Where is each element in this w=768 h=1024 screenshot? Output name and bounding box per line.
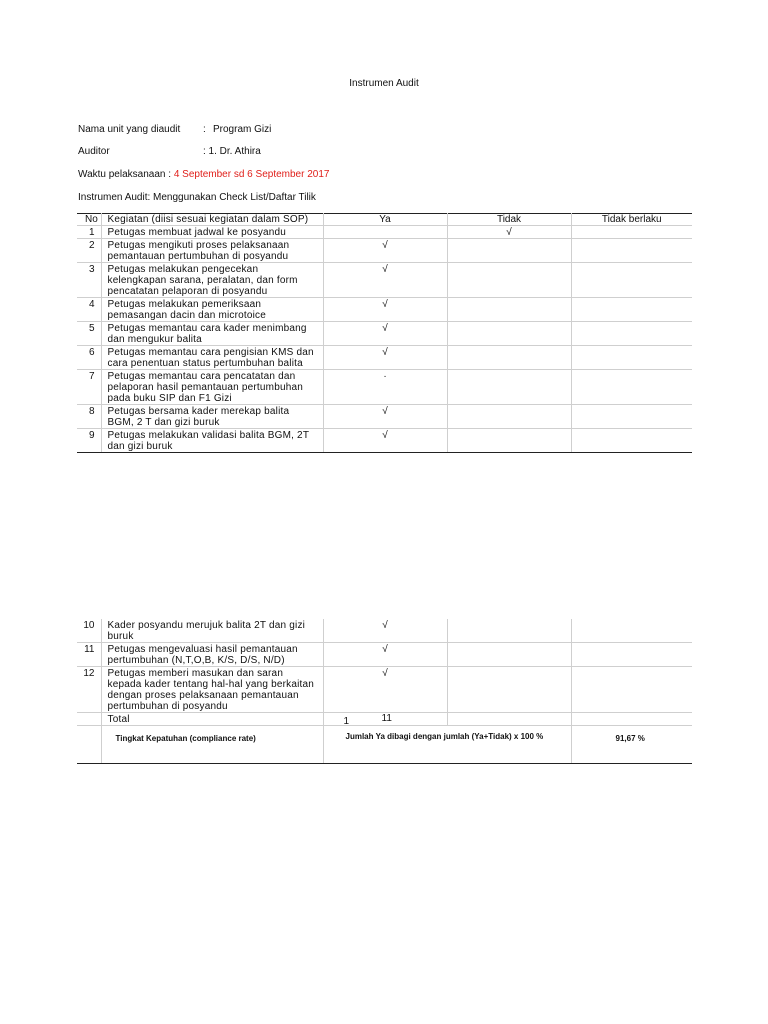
row-tidak-berlaku <box>571 619 692 643</box>
total-tidak-mark: 1 <box>343 716 350 727</box>
row-ya: √ <box>323 239 447 263</box>
row-tidak-berlaku <box>571 370 692 405</box>
row-ya: √ <box>323 298 447 322</box>
row-kegiatan <box>101 667 323 713</box>
kegiatan-line: Petugas melakukan pengecekan <box>107 264 259 275</box>
kegiatan-line: buruk <box>107 631 134 642</box>
row-kegiatan <box>101 370 323 405</box>
row-tidak-berlaku <box>571 298 692 322</box>
row-tidak <box>447 370 571 405</box>
kegiatan-line: Petugas melakukan pemeriksaan <box>107 299 262 310</box>
row-number: 11 <box>77 643 101 667</box>
row-number: 6 <box>77 346 101 370</box>
kegiatan-line: Petugas mengevaluasi hasil pemantauan <box>107 644 298 655</box>
kegiatan-line: dan mengukur balita <box>107 334 202 345</box>
row-tidak-berlaku <box>571 239 692 263</box>
total-ya-value: 11 <box>381 713 392 724</box>
document-title: Instrumen Audit <box>349 78 419 89</box>
compliance-value: 91,67 % <box>571 726 692 764</box>
row-ya: √ <box>323 263 447 298</box>
auditor-label: Auditor <box>78 146 110 157</box>
table-row <box>77 346 692 370</box>
kegiatan-line: pemasangan dacin dan microtoice <box>107 310 267 321</box>
table-row <box>77 226 692 239</box>
kegiatan-line: Kader posyandu merujuk balita 2T dan gizi <box>107 620 306 631</box>
table-row <box>77 643 692 667</box>
table-row <box>77 667 692 713</box>
auditor-value: : 1. Dr. Athira <box>203 146 261 157</box>
row-tidak-berlaku <box>571 643 692 667</box>
table-row <box>77 239 692 263</box>
table-row <box>77 619 692 643</box>
compliance-formula: Jumlah Ya dibagi dengan jumlah (Ya+Tidak) x 100 % <box>323 726 571 764</box>
instrumen-line: Instrumen Audit: Menggunakan Check List/Daftar Tilik <box>78 192 316 203</box>
kegiatan-line: pencatatan pelaporan di posyandu <box>107 286 268 297</box>
row-tidak-berlaku <box>571 263 692 298</box>
row-ya: √ <box>323 322 447 346</box>
row-tidak-berlaku <box>571 667 692 713</box>
row-tidak <box>447 667 571 713</box>
row-number: 10 <box>77 619 101 643</box>
kegiatan-line: pemantauan pertumbuhan di posyandu <box>107 251 289 262</box>
table-row <box>77 263 692 298</box>
row-number: 2 <box>77 239 101 263</box>
kegiatan-line: BGM, 2 T dan gizi buruk <box>107 417 220 428</box>
row-number: 7 <box>77 370 101 405</box>
audit-table-page2 <box>77 619 692 764</box>
kegiatan-line: dengan proses pelaksanaan pemantauan <box>107 690 299 701</box>
row-tidak-berlaku <box>571 346 692 370</box>
row-number: 8 <box>77 405 101 429</box>
kegiatan-line: Petugas memantau cara pencatatan dan <box>107 371 296 382</box>
kegiatan-line: Petugas melakukan validasi balita BGM, 2T <box>107 430 310 441</box>
unit-value: Program Gizi <box>213 124 272 135</box>
kegiatan-line: Petugas memantau cara kader menimbang <box>107 323 307 334</box>
row-tidak <box>447 619 571 643</box>
header-kegiatan: Kegiatan (diisi sesuai kegiatan dalam SOP) <box>101 214 323 226</box>
table-header-row <box>77 214 692 226</box>
row-kegiatan <box>101 298 323 322</box>
header-no: No <box>77 214 101 226</box>
row-tidak-berlaku <box>571 429 692 453</box>
row-kegiatan <box>101 405 323 429</box>
row-ya: · <box>323 370 447 405</box>
audit-table-page1 <box>77 213 692 453</box>
kegiatan-line: Petugas membuat jadwal ke posyandu <box>107 227 287 238</box>
table-row <box>77 322 692 346</box>
row-number: 4 <box>77 298 101 322</box>
kegiatan-line: kepada kader tentang hal-hal yang berkaitan <box>107 679 315 690</box>
total-ya-cell <box>323 713 447 726</box>
kegiatan-line: pelaporan hasil pemantauan pertumbuhan <box>107 382 304 393</box>
row-tidak <box>447 263 571 298</box>
waktu-value: 4 September sd 6 September 2017 <box>173 169 330 180</box>
row-kegiatan <box>101 239 323 263</box>
kegiatan-line: pada buku SIP dan F1 Gizi <box>107 393 232 404</box>
row-number: 12 <box>77 667 101 713</box>
row-kegiatan <box>101 643 323 667</box>
row-tidak-berlaku <box>571 322 692 346</box>
table-row <box>77 298 692 322</box>
table-row <box>77 429 692 453</box>
unit-separator: : <box>203 124 206 135</box>
row-kegiatan <box>101 346 323 370</box>
row-kegiatan <box>101 619 323 643</box>
kegiatan-line: Petugas memberi masukan dan saran <box>107 668 284 679</box>
row-tidak <box>447 346 571 370</box>
kegiatan-line: kelengkapan sarana, peralatan, dan form <box>107 275 298 286</box>
table-row <box>77 370 692 405</box>
total-label: Total <box>101 713 323 726</box>
row-ya <box>323 226 447 239</box>
row-number: 3 <box>77 263 101 298</box>
unit-label: Nama unit yang diaudit <box>78 124 181 135</box>
kegiatan-line: Petugas mengikuti proses pelaksanaan <box>107 240 290 251</box>
row-number: 1 <box>77 226 101 239</box>
row-kegiatan <box>101 429 323 453</box>
row-ya: √ <box>323 346 447 370</box>
waktu-line <box>78 169 329 180</box>
row-ya: √ <box>323 667 447 713</box>
kegiatan-line: dan gizi buruk <box>107 441 173 452</box>
row-tidak-berlaku <box>571 226 692 239</box>
total-row <box>77 713 692 726</box>
row-kegiatan <box>101 226 323 239</box>
row-ya: √ <box>323 429 447 453</box>
row-number: 5 <box>77 322 101 346</box>
row-ya: √ <box>323 643 447 667</box>
compliance-row <box>77 726 692 764</box>
row-tidak-berlaku <box>571 405 692 429</box>
row-ya: √ <box>323 405 447 429</box>
header-tidak-berlaku: Tidak berlaku <box>571 214 692 226</box>
row-kegiatan <box>101 263 323 298</box>
row-tidak <box>447 643 571 667</box>
compliance-label: Tingkat Kepatuhan (compliance rate) <box>101 726 323 764</box>
row-ya: √ <box>323 619 447 643</box>
kegiatan-line: pertumbuhan (N,T,O,B, K/S, D/S, N/D) <box>107 655 285 666</box>
row-number: 9 <box>77 429 101 453</box>
kegiatan-line: Petugas memantau cara pengisian KMS dan <box>107 347 314 358</box>
row-tidak <box>447 429 571 453</box>
row-tidak: √ <box>447 226 571 239</box>
kegiatan-line: Petugas bersama kader merekap balita <box>107 406 290 417</box>
kegiatan-line: cara penentuan status pertumbuhan balita <box>107 358 303 369</box>
row-tidak <box>447 405 571 429</box>
table-row <box>77 405 692 429</box>
row-tidak <box>447 298 571 322</box>
row-tidak <box>447 322 571 346</box>
row-tidak <box>447 239 571 263</box>
kegiatan-line: pertumbuhan di posyandu <box>107 701 228 712</box>
header-ya: Ya <box>323 214 447 226</box>
waktu-label: Waktu pelaksanaan : <box>78 169 172 180</box>
row-kegiatan <box>101 322 323 346</box>
header-tidak: Tidak <box>447 214 571 226</box>
